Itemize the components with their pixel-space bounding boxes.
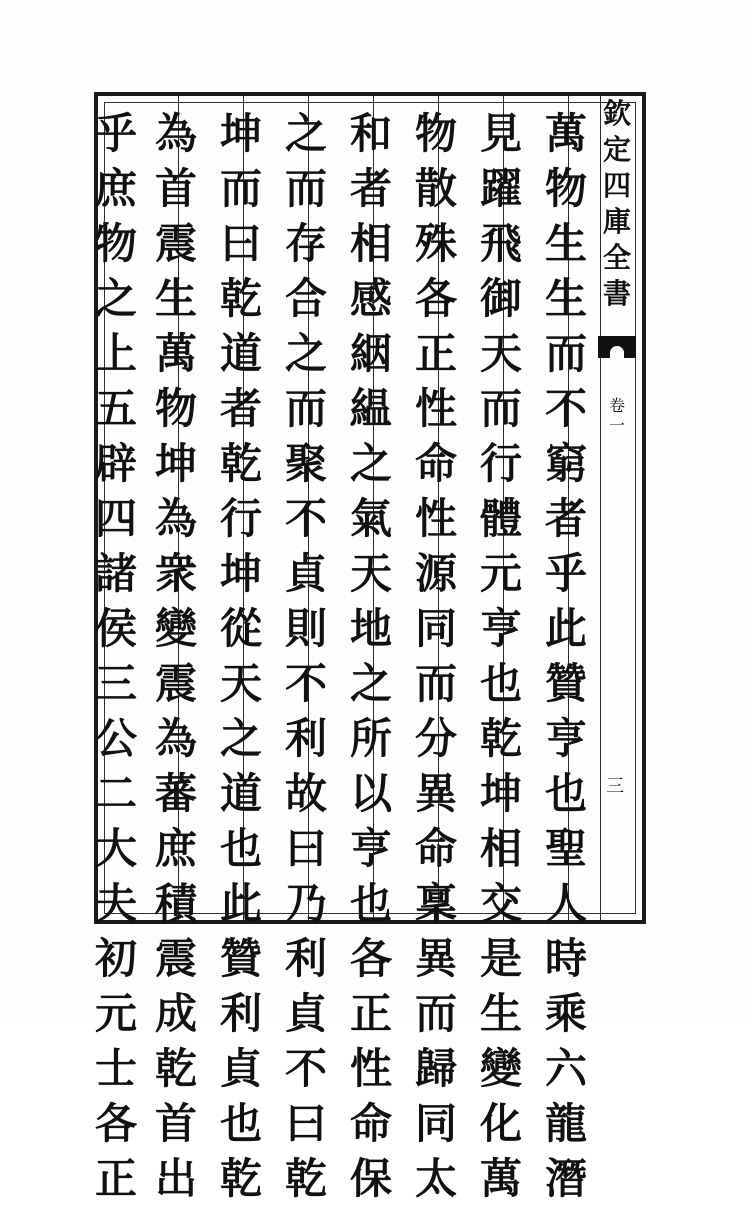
column-character: 為 — [154, 714, 197, 763]
column-character: 積 — [154, 879, 197, 928]
title-character: 定 — [602, 133, 631, 166]
column-character: 而 — [479, 384, 522, 433]
column-character: 太 — [414, 1154, 457, 1203]
column-character: 而 — [414, 989, 457, 1038]
column-character: 乾 — [219, 439, 262, 488]
column-character: 性 — [349, 1044, 392, 1093]
column-character: 也 — [349, 879, 392, 928]
column-character: 物 — [94, 219, 137, 268]
column-character: 御 — [479, 274, 522, 323]
column-character: 乾 — [154, 1044, 197, 1093]
column-character: 庶 — [94, 164, 137, 213]
column-character: 乃 — [284, 879, 327, 928]
column-character: 同 — [414, 604, 457, 653]
column-character: 變 — [479, 1044, 522, 1093]
column-character: 而 — [284, 384, 327, 433]
column-character: 生 — [479, 989, 522, 1038]
column-character: 上 — [94, 329, 137, 378]
column-character: 坤 — [479, 769, 522, 818]
column-character: 侯 — [94, 604, 137, 653]
column-character: 亨 — [349, 824, 392, 873]
column-character: 曰 — [284, 824, 327, 873]
column-character: 變 — [154, 604, 197, 653]
column-character: 出 — [154, 1154, 197, 1203]
column-character: 稟 — [414, 879, 457, 928]
column-character: 諸 — [94, 549, 137, 598]
column-character: 存 — [284, 219, 327, 268]
column-character: 不 — [284, 494, 327, 543]
column-character: 天 — [349, 549, 392, 598]
column-character: 飛 — [479, 219, 522, 268]
title-character: 欽 — [602, 97, 631, 130]
column-character: 散 — [414, 164, 457, 213]
column-character: 聚 — [284, 439, 327, 488]
column-character: 龍 — [544, 1099, 587, 1148]
volume-character: 一 — [608, 416, 625, 435]
column-character: 贊 — [219, 934, 262, 983]
column-character: 源 — [414, 549, 457, 598]
column-character: 萬 — [544, 109, 587, 158]
column-character: 人 — [544, 879, 587, 928]
column-character: 也 — [219, 1099, 262, 1148]
column-character: 夫 — [94, 879, 137, 928]
column-character: 保 — [349, 1154, 392, 1203]
column-character: 天 — [219, 659, 262, 708]
column-character: 利 — [219, 989, 262, 1038]
column-character: 也 — [479, 659, 522, 708]
column-character: 之 — [349, 659, 392, 708]
column-character: 為 — [154, 494, 197, 543]
column-character: 是 — [479, 934, 522, 983]
column-character: 異 — [414, 769, 457, 818]
column-character: 乾 — [284, 1154, 327, 1203]
title-character: 四 — [602, 169, 631, 202]
column-character: 物 — [154, 384, 197, 433]
column-character: 物 — [544, 164, 587, 213]
column-character: 首 — [154, 1099, 197, 1148]
column-character: 乘 — [544, 989, 587, 1038]
text-column-3 — [406, 106, 466, 1206]
column-character: 曰 — [284, 1099, 327, 1148]
column-character: 同 — [414, 1099, 457, 1148]
column-character: 為 — [154, 109, 197, 158]
column-character: 庶 — [154, 824, 197, 873]
collection-title — [598, 96, 636, 312]
column-character: 窮 — [544, 439, 587, 488]
column-character: 異 — [414, 934, 457, 983]
column-character: 大 — [94, 824, 137, 873]
column-character: 絪 — [349, 329, 392, 378]
column-character: 辟 — [94, 439, 137, 488]
column-character: 正 — [94, 1154, 137, 1203]
text-column-2 — [471, 106, 531, 1206]
column-character: 生 — [544, 219, 587, 268]
text-column-7 — [146, 106, 206, 1206]
column-character: 歸 — [414, 1044, 457, 1093]
margin-column — [592, 96, 648, 920]
column-character: 生 — [154, 274, 197, 323]
column-character: 之 — [284, 329, 327, 378]
column-character: 分 — [414, 714, 457, 763]
column-character: 衆 — [154, 549, 197, 598]
column-character: 萬 — [479, 1154, 522, 1203]
column-character: 成 — [154, 989, 197, 1038]
column-character: 此 — [544, 604, 587, 653]
column-character: 坤 — [219, 109, 262, 158]
text-column-1 — [536, 106, 596, 1206]
column-character: 交 — [479, 879, 522, 928]
column-character: 也 — [544, 769, 587, 818]
text-column-4 — [341, 106, 401, 1206]
column-character: 而 — [414, 659, 457, 708]
column-character: 生 — [544, 274, 587, 323]
column-character: 不 — [544, 384, 587, 433]
column-character: 利 — [284, 934, 327, 983]
column-character: 之 — [284, 109, 327, 158]
column-character: 化 — [479, 1099, 522, 1148]
column-character: 相 — [479, 824, 522, 873]
column-character: 行 — [479, 439, 522, 488]
column-character: 蕃 — [154, 769, 197, 818]
column-character: 震 — [154, 934, 197, 983]
text-column-6 — [211, 106, 271, 1206]
column-character: 乎 — [544, 549, 587, 598]
column-character: 初 — [94, 934, 137, 983]
volume-character: 卷 — [608, 396, 625, 415]
column-character: 感 — [349, 274, 392, 323]
column-character: 四 — [94, 494, 137, 543]
column-character: 乎 — [94, 109, 137, 158]
column-character: 各 — [94, 1099, 137, 1148]
column-character: 命 — [414, 439, 457, 488]
column-character: 六 — [544, 1044, 587, 1093]
column-character: 貞 — [284, 549, 327, 598]
text-column-8 — [86, 106, 146, 1206]
column-character: 殊 — [414, 219, 457, 268]
column-character: 此 — [219, 879, 262, 928]
column-character: 公 — [94, 714, 137, 763]
column-character: 潛 — [544, 1154, 587, 1203]
column-character: 行 — [219, 494, 262, 543]
column-character: 命 — [349, 1099, 392, 1148]
column-character: 體 — [479, 494, 522, 543]
column-character: 命 — [414, 824, 457, 873]
column-character: 二 — [94, 769, 137, 818]
column-character: 不 — [284, 659, 327, 708]
column-character: 震 — [154, 219, 197, 268]
column-character: 貞 — [284, 989, 327, 1038]
column-character: 者 — [544, 494, 587, 543]
column-character: 故 — [284, 769, 327, 818]
column-character: 坤 — [219, 549, 262, 598]
column-character: 合 — [284, 274, 327, 323]
column-character: 震 — [154, 659, 197, 708]
column-character: 贊 — [544, 659, 587, 708]
column-character: 道 — [219, 769, 262, 818]
fish-tail-mark — [598, 336, 636, 358]
column-character: 元 — [479, 549, 522, 598]
column-character: 乾 — [479, 714, 522, 763]
column-character: 亨 — [544, 714, 587, 763]
column-character: 元 — [94, 989, 137, 1038]
column-character: 五 — [94, 384, 137, 433]
column-character: 時 — [544, 934, 587, 983]
column-character: 而 — [544, 329, 587, 378]
column-character: 各 — [349, 934, 392, 983]
column-character: 相 — [349, 219, 392, 268]
column-character: 以 — [349, 769, 392, 818]
column-character: 正 — [349, 989, 392, 1038]
page-frame — [94, 92, 646, 1203]
column-character: 各 — [414, 274, 457, 323]
column-character: 性 — [414, 494, 457, 543]
column-character: 不 — [284, 1044, 327, 1093]
column-character: 乾 — [219, 274, 262, 323]
column-character: 地 — [349, 604, 392, 653]
column-character: 所 — [349, 714, 392, 763]
text-column-5 — [276, 106, 336, 1206]
column-character: 氣 — [349, 494, 392, 543]
column-character: 萬 — [154, 329, 197, 378]
column-character: 士 — [94, 1044, 137, 1093]
column-character: 物 — [414, 109, 457, 158]
column-character: 之 — [219, 714, 262, 763]
column-character: 首 — [154, 164, 197, 213]
column-character: 貞 — [219, 1044, 262, 1093]
column-character: 利 — [284, 714, 327, 763]
column-character: 道 — [219, 329, 262, 378]
column-character: 而 — [219, 164, 262, 213]
column-character: 坤 — [154, 439, 197, 488]
column-character: 聖 — [544, 824, 587, 873]
column-character: 乾 — [219, 1154, 262, 1203]
column-character: 躍 — [479, 164, 522, 213]
column-character: 則 — [284, 604, 327, 653]
page-number: 三 — [606, 776, 624, 797]
column-character: 正 — [414, 329, 457, 378]
column-character: 而 — [284, 164, 327, 213]
column-character: 三 — [94, 659, 137, 708]
title-character: 書 — [602, 277, 631, 310]
title-character: 全 — [602, 241, 631, 274]
column-character: 之 — [94, 274, 137, 323]
column-character: 曰 — [219, 219, 262, 268]
column-character: 性 — [414, 384, 457, 433]
column-character: 也 — [219, 824, 262, 873]
column-character: 者 — [349, 164, 392, 213]
column-character: 亨 — [479, 604, 522, 653]
column-character: 從 — [219, 604, 262, 653]
title-character: 庫 — [602, 205, 631, 238]
volume-label — [604, 396, 630, 436]
column-character: 見 — [479, 109, 522, 158]
column-character: 天 — [479, 329, 522, 378]
column-character: 者 — [219, 384, 262, 433]
column-character: 緼 — [349, 384, 392, 433]
column-character: 之 — [349, 439, 392, 488]
column-character: 和 — [349, 109, 392, 158]
